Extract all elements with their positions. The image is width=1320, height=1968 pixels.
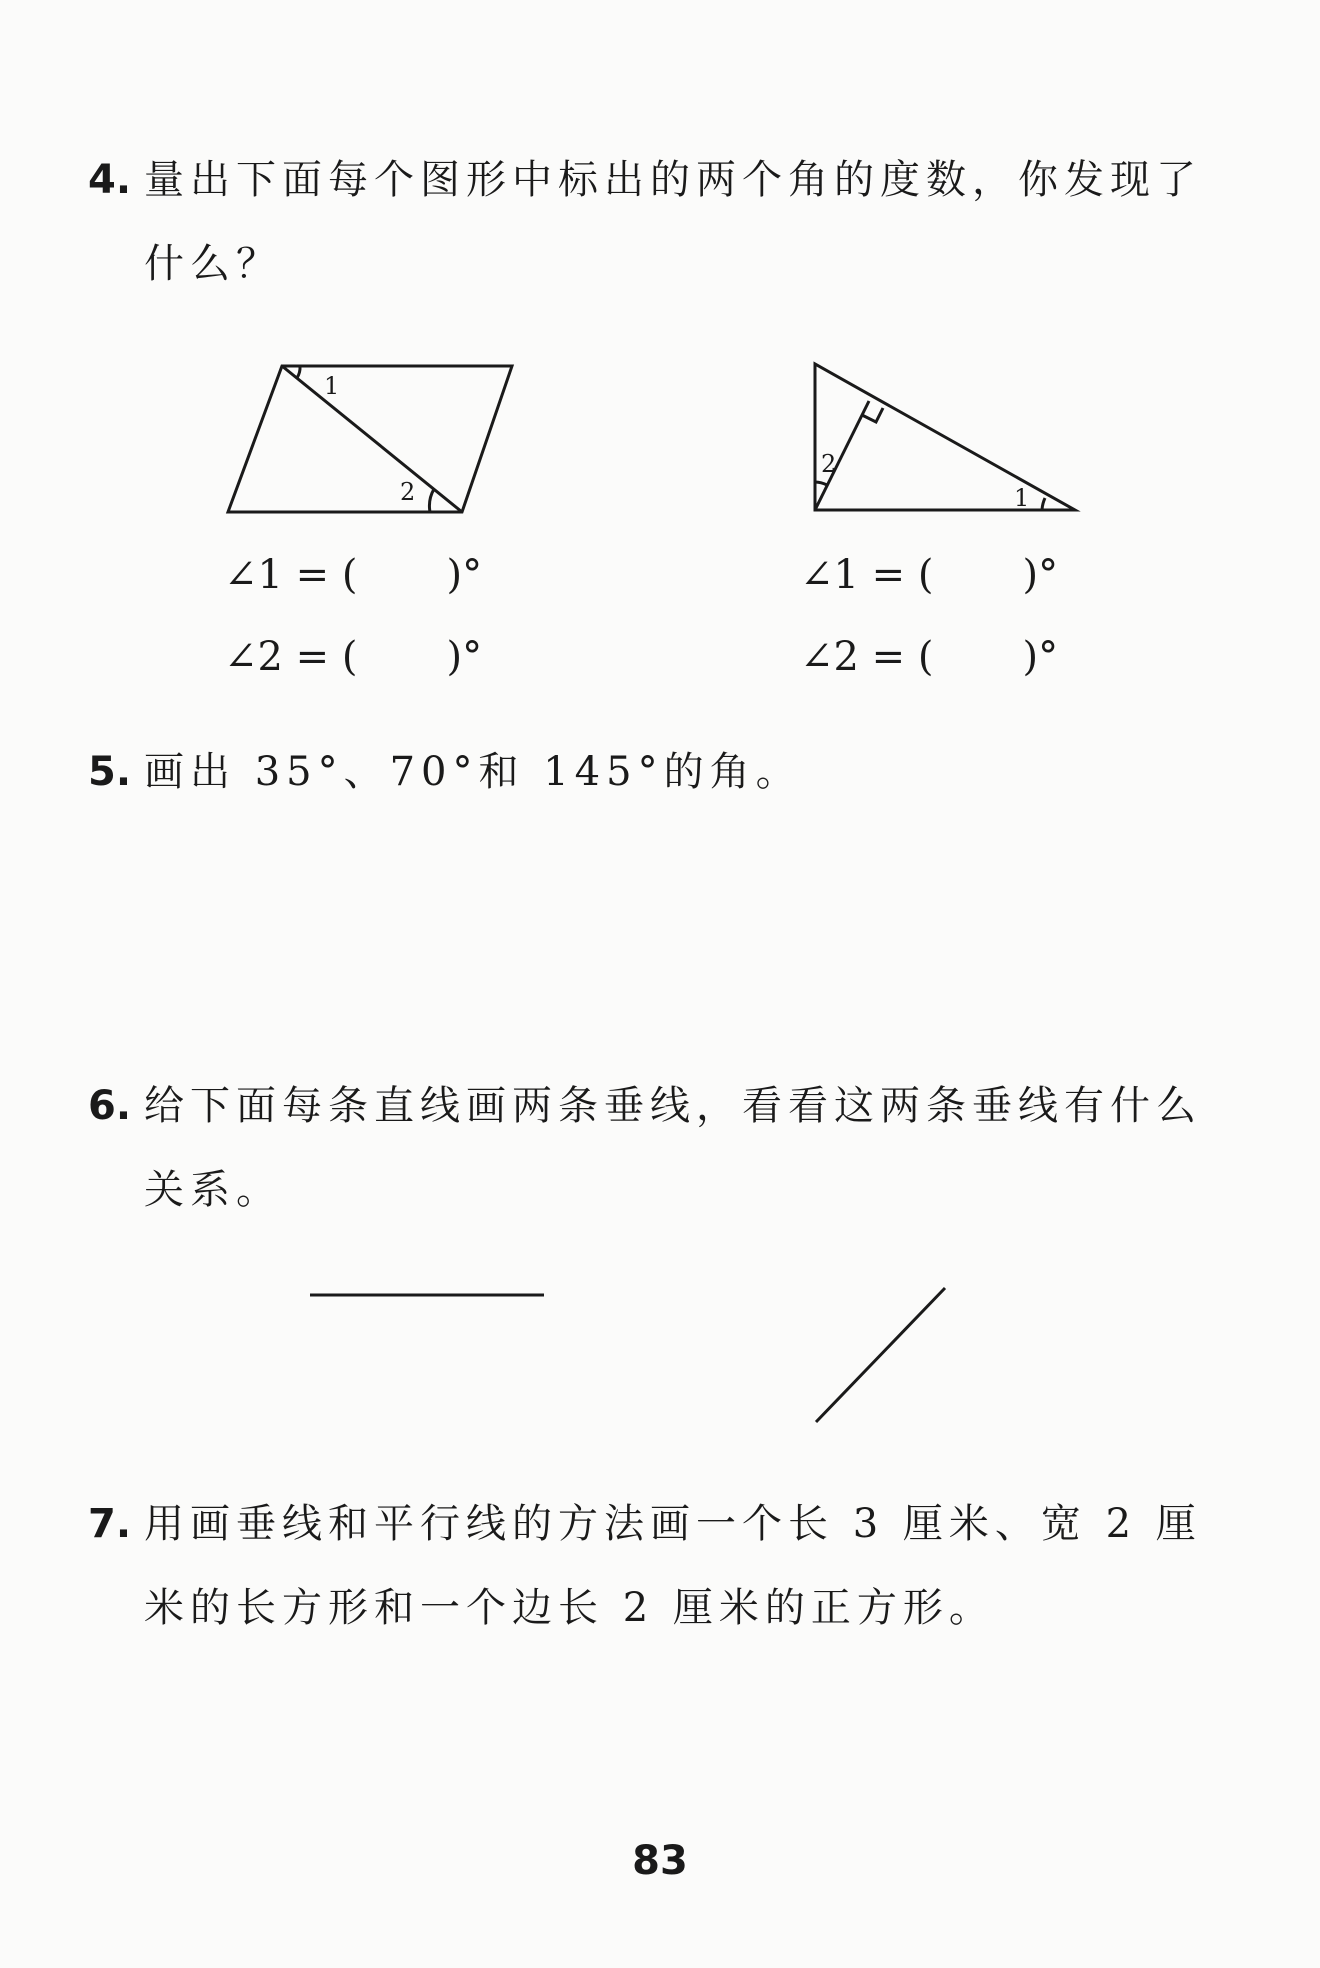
angle-2-label: 2 [400,478,416,506]
angle-2-arc [815,482,827,485]
question-7 [88,1482,1208,1650]
question-6-lines [300,1280,1060,1440]
question-number: 5. [88,749,132,795]
slanted-line [816,1288,945,1422]
right-angle-1-blank: ∠1 = ( )° [800,552,1059,598]
right-triangle-figure [790,350,1090,520]
angle-2-label: 2 [821,450,837,478]
parallelogram-figure [200,350,540,520]
angle-2-arc [429,489,434,512]
angle-1-label: 1 [324,372,340,400]
question-text: 给下面每条直线画两条垂线，看看这两条垂线有什么关系。 [144,1083,1202,1213]
page-number: 83 [632,1838,688,1884]
question-number: 6. [88,1083,132,1129]
angle-1-arc [297,366,300,378]
question-text: 画出 35°、70°和 145°的角。 [144,749,802,795]
left-angle-1-blank: ∠1 = ( )° [224,552,483,598]
triangle-outline [815,364,1075,510]
question-4 [88,138,1208,306]
question-text: 用画垂线和平行线的方法画一个长 3 厘米、宽 2 厘米的长方形和一个边长 2 厘米的正方形。 [144,1501,1202,1631]
question-text: 量出下面每个图形中标出的两个角的度数，你发现了什么？ [144,157,1202,287]
question-number: 7. [88,1501,132,1547]
angle-1-label: 1 [1014,484,1030,512]
question-6 [88,1064,1208,1232]
question-number: 4. [88,157,132,203]
question-5 [88,730,1208,814]
left-angle-2-blank: ∠2 = ( )° [224,634,483,680]
angle-1-arc [1042,498,1045,510]
right-angle-2-blank: ∠2 = ( )° [800,634,1059,680]
